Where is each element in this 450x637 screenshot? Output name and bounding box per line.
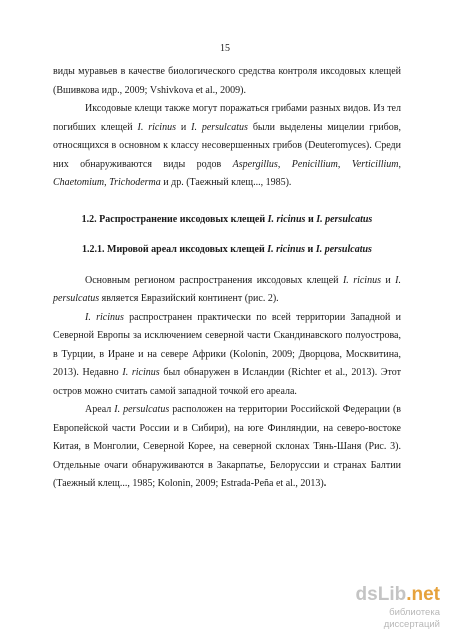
- subsection-heading: 1.2.1. Мировой ареал иксодовых клещей I. ricinus и I. persulcatus: [82, 244, 372, 255]
- species-name: I. persulcatus: [53, 274, 402, 304]
- paragraph-4: I. ricinus распространен практически по всей территории Западной и Северной Европы за исключением северной части Скандинавского полуострова, в Турции, в Иране и на севере Африки (Kolonin, 2009; Дворцова, Москвитина, 2013). Недавно I. ricinus был обнаружен в Исландии (Richter et al., 2013). Этот остров можно считать самой западной точкой его ареала.: [53, 311, 402, 397]
- page-number: 15: [220, 43, 230, 54]
- genus-name: Aspergillus: [232, 158, 278, 170]
- genus-name: Chaetomium: [53, 177, 105, 188]
- species-name: I. persulcatus: [191, 121, 248, 133]
- dslib-logo: dsLib.net: [355, 584, 440, 605]
- species-name: I. ricinus: [342, 274, 381, 286]
- dslib-watermark: [336, 585, 448, 631]
- paragraph-3: Основным регионом распространения иксодовых клещей I. ricinus и I. persulcatus является Евразийский континент (рис. 2).: [53, 274, 402, 304]
- species-name: I. ricinus: [267, 213, 306, 225]
- genus-name: Penicillium: [291, 158, 338, 170]
- species-name: I. ricinus: [267, 244, 306, 255]
- genus-name: Verticillium: [351, 158, 399, 170]
- species-name: I. persulcatus: [316, 213, 373, 225]
- document-body: [53, 63, 401, 494]
- species-name: I. ricinus: [122, 367, 160, 378]
- species-name: I. ricinus: [137, 121, 176, 133]
- paragraph-1: виды муравьев в качестве биологического средства контроля иксодовых клещей (Вшивкова идр., 2009; Vshivkova et al., 2009).: [53, 66, 401, 96]
- species-name: I. persulcatus: [315, 244, 372, 255]
- species-name: I. persulcatus: [114, 404, 170, 415]
- section-heading: 1.2. Распространение иксодовых клещей I. ricinus и I. persulcatus: [81, 213, 373, 225]
- paragraph-5: Ареал I. persulcatus расположен на территории Российской Федерации (в Европейской части России и в Сибири), на юге Финляндии, на северо-востоке Китая, в Монголии, Северной Корее, на северной склонах Тянь-Шаня (Рис. 3). Отдельные очаги обнаруживаются в Закарпатье, Белоруссии и странах Балтии (Таежный клещ..., 1985; Kolonin, 2009; Estrada-Peña et al., 2013).: [53, 404, 401, 489]
- watermark-subtitle: библиотека диссертаций: [383, 607, 440, 630]
- genus-name: Trichoderma: [109, 177, 161, 188]
- paragraph-2: Иксодовые клещи также могут поражаться грибами разных видов. Из тел погибших клещей I. ricinus и I. persulcatus были выделены мицелии грибов, относящихся в основном к классу несовершенных грибов (Deuteromyces). Среди них обнаруживаются виды родов Aspergillus, Penicillium, Verticillium, Chaetomium, Trichoderma и др. (Таежный клещ..., 1985).: [53, 103, 402, 188]
- species-name: I. ricinus: [85, 311, 124, 323]
